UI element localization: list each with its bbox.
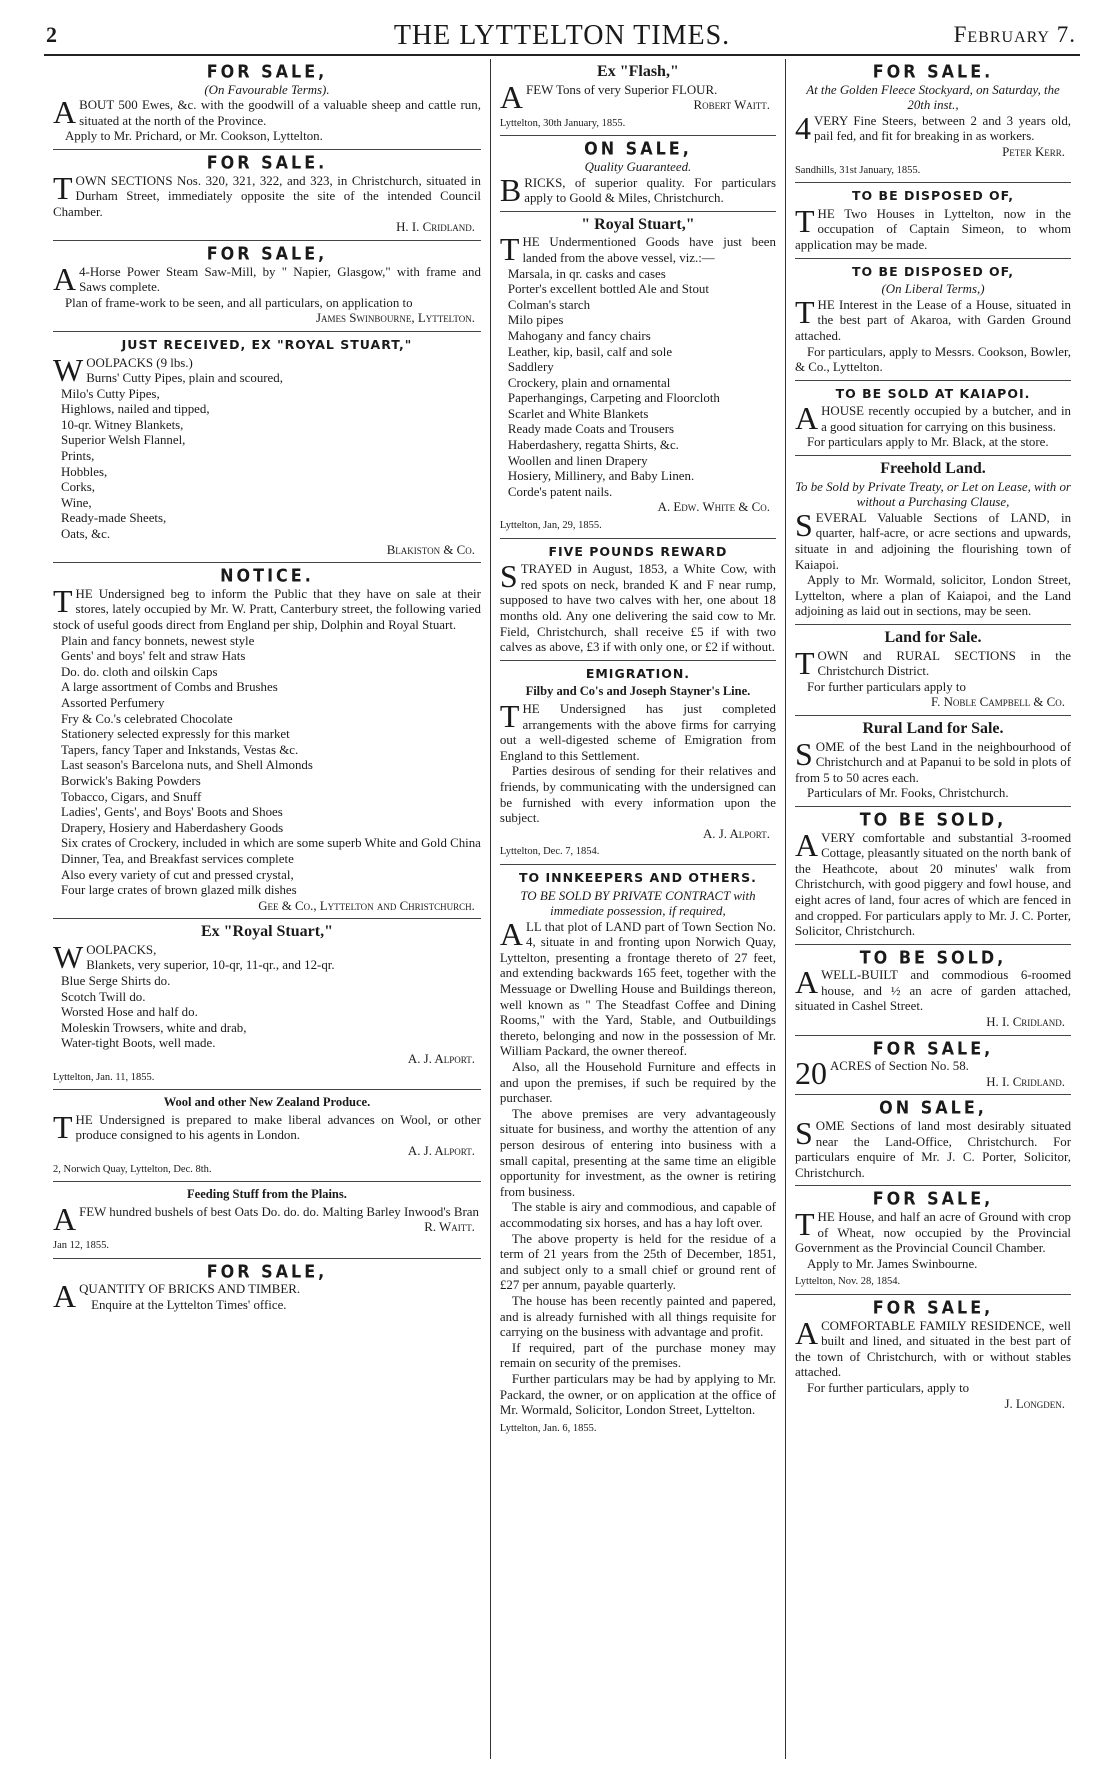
ad-text-span: BOUT 500 Ewes, &c. with the goodwill of a valuable sheep and cattle run, situated at the north of the Province. (79, 98, 481, 128)
drop-cap: T (794, 202, 815, 239)
ad-list-item: Gents' and boys' felt and straw Hats (61, 649, 246, 664)
ad-text: For particulars apply to Mr. Black, at the store. (806, 435, 1049, 450)
ad-heading: EMIGRATION. (585, 665, 691, 681)
ad-text: The house has been recently painted and papered, and is already furnished with all things requisite for carrying on the business with advantage and profit. (499, 1293, 776, 1340)
ad-list-item: Scarlet and White Blankets (507, 406, 649, 421)
ad-body (794, 1115, 1072, 1181)
ad-list-item: Woollen and linen Drapery (507, 453, 648, 468)
ad-text (794, 293, 1072, 345)
ad-body (794, 400, 1072, 451)
ad-list-item: Fry & Co.'s celebrated Chocolate (61, 711, 233, 726)
columns (44, 59, 1080, 1759)
ad-body (499, 171, 776, 208)
advertisement (53, 150, 481, 241)
drop-cap: A (499, 78, 524, 115)
ad-heading: Rural Land for Sale. (862, 719, 1004, 737)
ad-heading: Land for Sale. (884, 629, 982, 646)
ad-text-span: HE Undersigned is prepared to make liberal advances on Wool, or other produce consigned to his agents in London. (75, 1112, 481, 1143)
ad-heading: FOR SALE, (206, 242, 328, 264)
ad-body (794, 644, 1072, 696)
ad-body (499, 231, 776, 268)
ad-heading: NOTICE. (220, 565, 314, 587)
ad-list-item: Do. do. cloth and oilskin Caps (61, 664, 218, 679)
ad-text (499, 171, 776, 208)
advertisement (53, 1259, 481, 1318)
drop-cap: A (53, 1200, 77, 1237)
drop-cap: W (53, 351, 84, 388)
ad-text: Apply to Mr. Prichard, or Mr. Cookson, Lyttelton. (65, 129, 323, 144)
advertisement (795, 59, 1071, 183)
ad-text: Apply to Mr. Wormald, solicitor, London Street, Lyttelton, where a plan of Kaiapoi, and the Land adjoining as laid out in sections, may be seen. (794, 573, 1072, 619)
ad-signature: A. J. Alport. (407, 1052, 475, 1067)
ad-text (794, 735, 1072, 787)
ad-heading: Wool and other New Zealand Produce. (163, 1095, 371, 1110)
drop-cap: A (794, 1314, 819, 1351)
ad-heading: " Royal Stuart," (581, 215, 695, 233)
ad-heading: FOR SALE, (206, 61, 328, 82)
drop-cap: S (794, 735, 813, 772)
advertisement (53, 1182, 481, 1258)
ad-list-item: Mahogany and fancy chairs (507, 328, 651, 343)
ad-text-span: RICKS, of superior quality. For particulars apply to Goold & Miles, Christchurch. (524, 175, 776, 206)
ad-dateline: Jan 12, 1855. (53, 1239, 109, 1251)
ad-text: The above property is held for the residue of a term of 21 years from the 25th of December, 1851, and subject only to a small chief or ground rent of £27 per annum, payable quarterly. (499, 1231, 776, 1293)
advertisement (795, 625, 1071, 716)
ad-text-span: QUANTITY OF BRICKS AND TIMBER. (79, 1282, 301, 1297)
ad-text (53, 582, 481, 634)
ad-text-span: HE House, and half an acre of Ground with crop of Wheat, now occupied by the Provincial Government as the Provincial Council Chamber. (794, 1210, 1072, 1256)
advertisement (53, 332, 481, 563)
ad-signature: A. Edw. White & Co. (657, 500, 770, 515)
ad-list-item: Ready-made Sheets, (61, 511, 167, 526)
ad-heading: Feeding Stuff from the Plains. (187, 1187, 347, 1202)
ad-text-span: HE Undersigned beg to inform the Public that they have on sale at their stores, lately occupied by Mr. W. Pratt, Canterbury street, the following varied stock of useful goods direct from England per ship, Dolphin and Royal Stuart. (53, 586, 481, 632)
drop-cap: S (499, 558, 518, 595)
ad-dateline: Lyttelton, Jan. 6, 1855. (499, 1422, 597, 1434)
drop-cap: T (794, 1206, 815, 1242)
ad-body (53, 582, 481, 634)
ad-text-span: VERY comfortable and substantial 3-roomed Cottage, pleasantly situated on the north bank of the Heathcote, about 20 minutes' walk from Christchurch, with good piggery and fowl house, and eight acres of land, four acres of which are fenced in and cropped. For particulars apply to Mr. J. C. Porter, Solicitor, Christchurch. (794, 830, 1072, 939)
ad-signature: H. I. Cridland. (396, 220, 475, 235)
ad-text (53, 1108, 481, 1145)
ad-list-item: Four large crates of brown glazed milk dishes (61, 883, 297, 898)
ad-text (499, 915, 776, 1060)
ad-signature: Peter Kerr. (1002, 144, 1066, 159)
ad-text-span: HOUSE recently occupied by a butcher, and in a good situation for carrying on this business. (821, 404, 1072, 434)
ad-text-span: OME of the best Land in the neighbourhood of Christchurch and at Papanui to be sold in plots of from 5 to 50 acres each. (794, 739, 1072, 785)
ad-text: The above premises are very advantageously situate for business, and worthy the attention of any person desirous of entering into business with a small capital, presenting at the same time an eligible opportunity for investment, as the owner is retiring from business. (499, 1106, 776, 1199)
drop-cap: T (794, 644, 815, 681)
drop-cap: T (794, 293, 815, 330)
drop-cap: T (499, 231, 520, 268)
ad-list-item: Haberdashery, regatta Shirts, &c. (507, 438, 679, 453)
ad-text-first: OOLPACKS, (86, 942, 157, 957)
ad-body (53, 260, 481, 312)
ad-text (794, 1314, 1072, 1381)
ad-text (53, 94, 481, 131)
ad-heading: FOR SALE. (872, 61, 994, 82)
ad-text (794, 400, 1072, 437)
ad-body (794, 506, 1072, 620)
ad-list-item: Assorted Perfumery (61, 695, 165, 710)
page-number: 2 (46, 22, 57, 47)
advertisement (795, 1186, 1071, 1295)
ad-list-item: Ladies', Gents', and Boys' Boots and Shoes (61, 805, 283, 820)
ad-text-first: OOLPACKS (9 lbs.) (86, 355, 193, 370)
advertisement (53, 59, 481, 150)
ad-list-item: Tapers, fancy Taper and Inkstands, Vestas &c. (61, 742, 299, 757)
ad-list-item: Oats, &c. (61, 527, 111, 542)
ad-list-item: Colman's starch (507, 297, 591, 312)
ad-list-item: Hosiery, Millinery, and Baby Linen. (507, 469, 695, 484)
ad-text-span: HE Undersigned has just completed arrangements with the above firms for carrying out a well-digested scheme of Emigration from England to this Settlement. (499, 701, 776, 763)
ad-list-item: Hobbles, (61, 464, 108, 479)
ad-text: Also, all the Household Furniture and effects in and upon the premises, if such be required by the purchaser. (499, 1060, 776, 1106)
ad-dateline: Lyttelton, Nov. 28, 1854. (794, 1276, 901, 1288)
ad-heading: Ex "Flash," (597, 63, 679, 80)
ad-list-item: Milo's Cutty Pipes, (61, 386, 160, 401)
ad-text-span: 4-Horse Power Steam Saw-Mill, by " Napier, Glasgow," with frame and Saws complete. (79, 264, 481, 295)
ad-heading: FOR SALE, (872, 1188, 994, 1210)
ad-body (794, 109, 1072, 146)
ad-list-item: Borwick's Baking Powders (61, 773, 201, 788)
ad-text: Further particulars may be had by applying to Mr. Packard, the owner, or on application at the office of Mr. Wormald, Solicitor, London Street, Lyttelton. (499, 1371, 776, 1418)
ad-text (794, 1206, 1072, 1257)
drop-cap: 20 (794, 1055, 827, 1092)
ad-list-item: Burns' Cutty Pipes, plain and scoured, (86, 371, 283, 386)
ad-text (794, 506, 1072, 573)
column-right (785, 59, 1080, 1759)
ad-list-item: Highlows, nailed and tipped, (61, 402, 210, 417)
ad-heading: ON SALE, (879, 1097, 987, 1119)
ad-list-item: Moleskin Trowsers, white and drab, (61, 1020, 247, 1035)
advertisement (795, 945, 1071, 1036)
ad-heading: TO BE SOLD, (859, 808, 1007, 830)
ad-text-span: FEW hundred bushels of best Oats Do. do. do. Malting Barley Inwood's Bran (79, 1204, 479, 1219)
advertisement (795, 183, 1071, 258)
ad-subheading: (On Liberal Terms,) (881, 282, 985, 297)
ad-heading: Freehold Land. (880, 460, 986, 478)
masthead (44, 20, 1080, 56)
ad-signature: R. Waitt. (424, 1220, 475, 1235)
drop-cap: S (794, 1115, 813, 1152)
ad-text-span: HE Interest in the Lease of a House, situated in the best part of Akaroa, with Garden Ground attached. (794, 297, 1072, 343)
ad-list-item: Blankets, very superior, 10-qr, 11-qr., and 12-qr. (86, 958, 335, 973)
ad-list-item: Corks, (61, 480, 96, 495)
ad-text (794, 109, 1072, 146)
ad-dateline: Lyttelton, Jan, 29, 1855. (499, 520, 602, 532)
ad-subheading: Filby and Co's and Joseph Stayner's Line. (525, 684, 751, 699)
ad-dateline: 2, Norwich Quay, Lyttelton, Dec. 8th. (53, 1163, 212, 1175)
ad-list-item: Wine, (61, 495, 92, 510)
ad-body (53, 1108, 481, 1145)
ad-body (499, 915, 776, 1419)
ad-dateline: Lyttelton, Jan. 11, 1855. (53, 1071, 155, 1083)
ad-list-item: Six crates of Crockery, included in which are some superb White and Gold China (61, 836, 481, 851)
ad-text-span: HE Undermentioned Goods have just been landed from the above vessel, viz.:— (522, 235, 776, 265)
ad-text: Plan of frame-work to be seen, and all particulars, on application to (65, 295, 413, 310)
ad-text (794, 964, 1072, 1015)
advertisement (795, 716, 1071, 807)
advertisement (795, 456, 1071, 625)
ad-list-item: Crockery, plain and ornamental (507, 375, 671, 390)
advertisement (795, 259, 1071, 381)
ad-text-span: OWN and RURAL SECTIONS in the Christchurch District. (817, 648, 1072, 679)
ad-body (499, 558, 776, 656)
ad-heading: TO BE SOLD, (859, 946, 1007, 968)
ad-text: Apply to Mr. James Swinbourne. (806, 1256, 978, 1271)
ad-heading: TO BE DISPOSED OF, (852, 263, 1014, 279)
ad-signature: Robert Waitt. (693, 98, 770, 113)
ad-list-item: Porter's excellent bottled Ale and Stout (507, 282, 709, 297)
advertisement (500, 865, 776, 1440)
ad-text-span: ACRES of Section No. 58. (829, 1059, 969, 1074)
ad-list-item: 10-qr. Witney Blankets, (61, 417, 184, 432)
ad-heading: JUST RECEIVED, EX "ROYAL STUART," (121, 336, 413, 352)
advertisement (795, 1295, 1071, 1416)
drop-cap: T (53, 582, 73, 619)
ad-body (794, 826, 1072, 940)
ad-heading: FIVE POUNDS REWARD (548, 543, 728, 559)
drop-cap: A (794, 964, 819, 1001)
ad-subheading: TO BE SOLD BY PRIVATE CONTRACT with immediate possession, if required, (520, 888, 756, 919)
ad-text (794, 1115, 1072, 1181)
advertisement (795, 1095, 1071, 1186)
ad-list-item: Blue Serge Shirts do. (61, 974, 171, 989)
drop-cap: 4 (794, 109, 811, 146)
advertisement (500, 539, 776, 661)
ad-list-item: Worsted Hose and half do. (61, 1005, 198, 1020)
advertisement (53, 1090, 481, 1182)
ad-text: For particulars, apply to Messrs. Cookson, Bowler, & Co., Lyttelton. (794, 344, 1072, 375)
ad-heading: TO BE SOLD AT KAIAPOI. (835, 385, 1031, 401)
drop-cap: S (794, 506, 813, 543)
advertisement (500, 59, 776, 136)
ad-text: Parties desirous of sending for their relatives and friends, by communicating with the undersigned can be furnished with every information upon the subject. (499, 764, 776, 826)
ad-list-item: Also every variety of cut and pressed crystal, (61, 867, 294, 882)
ad-text (499, 558, 776, 656)
ad-body (499, 697, 776, 827)
ad-signature: Blakiston & Co. (386, 542, 475, 557)
ad-list-item: Leather, kip, basil, calf and sole (507, 344, 673, 359)
ad-text-span: OWN SECTIONS Nos. 320, 321, 322, and 323, in Christchurch, situated in Durham Street, immediately opposite the site of the intended Council Chamber. (53, 173, 481, 219)
drop-cap: A (53, 1278, 77, 1315)
ad-body (794, 202, 1072, 254)
drop-cap: A (53, 260, 77, 297)
ad-list-item: Plain and fancy bonnets, newest style (61, 633, 255, 648)
ad-list-item: Last season's Barcelona nuts, and Shell Almonds (61, 758, 313, 773)
ad-list-item: Stationery selected expressly for this market (61, 727, 290, 742)
ad-dateline: Lyttelton, Dec. 7, 1854. (499, 846, 600, 858)
ad-body (53, 94, 481, 145)
column-left (44, 59, 490, 1759)
ad-heading: TO BE DISPOSED OF, (852, 188, 1014, 204)
ad-subheading: To be Sold by Private Treaty, or Let on Lease, with or without a Purchasing Clause, (795, 479, 1071, 510)
advertisement (500, 212, 776, 539)
drop-cap: A (499, 915, 524, 952)
newspaper-title: THE LYTTELTON TIMES. (393, 20, 731, 51)
ad-text: For further particulars, apply to (806, 1380, 970, 1395)
drop-cap: T (499, 697, 520, 734)
ad-list-item: Saddlery (507, 360, 554, 375)
ad-text: Enquire at the Lyttelton Times' office. (91, 1297, 287, 1312)
drop-cap: A (794, 826, 819, 863)
advertisement (500, 136, 776, 211)
ad-text-span: OME Sections of land most desirably situated near the Land-Office, Christchurch. For particulars enquire of Mr. J. C. Porter, Solicitor, Christchurch. (794, 1119, 1072, 1180)
ad-signature: H. I. Cridland. (986, 1015, 1066, 1030)
ad-body (794, 1314, 1072, 1397)
drop-cap: T (53, 1108, 73, 1145)
ad-list-item: Ready made Coats and Trousers (507, 422, 675, 437)
ad-body (794, 293, 1072, 376)
ad-signature: Gee & Co., Lyttelton and Christchurch. (258, 898, 475, 913)
ad-signature: A. J. Alport. (702, 826, 770, 841)
advertisement (53, 919, 481, 1090)
ad-body (53, 1278, 481, 1315)
ad-text-span: VERY Fine Steers, between 2 and 3 years old, pail fed, and fit for breaking in as workers. (813, 113, 1072, 144)
ad-body (794, 735, 1072, 802)
ad-text (499, 697, 776, 764)
ad-body (53, 169, 481, 221)
ad-text: If required, part of the purchase money may remain on security of the premises. (499, 1340, 776, 1371)
ad-heading: FOR SALE, (206, 1260, 328, 1282)
ad-heading: FOR SALE, (872, 1296, 994, 1318)
ad-text (499, 231, 776, 268)
ad-list-item: Prints, (61, 449, 95, 464)
ad-signature: James Swinbourne, Lyttelton. (315, 311, 475, 326)
drop-cap: T (53, 169, 73, 206)
column-middle (490, 59, 785, 1759)
ad-text-span: EVERAL Valuable Sections of LAND, in quarter, half-acre, or acre sections and upwards, situate in and adjoining the flourishing town of Kaiapoi. (794, 510, 1072, 572)
ad-text: Particulars of Mr. Fooks, Christchurch. (806, 786, 1009, 801)
ad-signature: J. Longden. (1004, 1396, 1066, 1411)
ad-list-item: Paperhangings, Carpeting and Floorcloth (507, 391, 720, 406)
ad-text-span: FEW Tons of very Superior FLOUR. (526, 82, 718, 97)
ad-text: For further particulars apply to (806, 679, 966, 694)
ad-body (794, 964, 1072, 1015)
ad-text-span: HE Two Houses in Lyttelton, now in the occupation of Captain Simeon, to whom application may be made. (794, 206, 1072, 252)
ad-list-item: Superior Welsh Flannel, (61, 433, 186, 448)
ad-list-item: Tobacco, Cigars, and Snuff (61, 789, 202, 804)
ad-text-span: WELL-BUILT and commodious 6-roomed house, and ½ an acre of garden attached, situated in Cashel Street. (794, 968, 1072, 1014)
ad-text (53, 260, 481, 297)
ad-body (794, 1206, 1072, 1272)
issue-date: February 7. (953, 22, 1076, 47)
ad-list-item: Corde's patent nails. (507, 484, 613, 499)
advertisement (53, 563, 481, 919)
ad-list-item: A large assortment of Combs and Brushes (61, 680, 278, 695)
ad-heading: Ex "Royal Stuart," (200, 923, 333, 941)
advertisement (795, 381, 1071, 456)
ad-text: The stable is airy and commodious, and capable of accommodating six horses, and has a hay loft over. (499, 1200, 776, 1230)
ad-text-span: TRAYED in August, 1853, a White Cow, with red spots on neck, branded K and F near rump, supposed to have two calves with her, one about 18 months old. Any one delivering the said cow to Mr. Field, Christchurch, shall receive £5 if with two calves as above, £3 if with only one, or £2 if without. (499, 562, 776, 655)
ad-subheading: (On Favourable Terms). (204, 82, 330, 97)
ad-signature: A. J. Alport. (407, 1144, 475, 1158)
ad-list-item: Drapery, Hosiery and Haberdashery Goods (61, 820, 284, 835)
ad-text-span: COMFORTABLE FAMILY RESIDENCE, well built and lined, and situated in the best part of the town of Christchurch, with or without stables attached. (794, 1318, 1072, 1380)
ad-heading: FOR SALE. (206, 151, 328, 173)
ad-signature: H. I. Cridland. (986, 1074, 1066, 1089)
ad-text (53, 169, 481, 221)
advertisement (500, 661, 776, 865)
ad-subheading: At the Golden Fleece Stockyard, on Saturday, the 20th inst., (806, 82, 1060, 113)
drop-cap: A (53, 94, 77, 131)
ad-subheading: Quality Guaranteed. (584, 159, 692, 174)
drop-cap: A (794, 400, 819, 437)
ad-list-item: Milo pipes (507, 313, 564, 328)
advertisement (795, 807, 1071, 945)
advertisement (53, 241, 481, 332)
ad-dateline: Lyttelton, 30th January, 1855. (499, 117, 626, 129)
ad-dateline: Sandhills, 31st January, 1855. (794, 164, 921, 176)
drop-cap: W (53, 938, 84, 975)
advertisement (795, 1036, 1071, 1096)
ad-list-item: Marsala, in qr. casks and cases (507, 266, 666, 281)
ad-list-item: Scotch Twill do. (61, 989, 146, 1004)
ad-text-span: LL that plot of LAND part of Town Section No. 4, situate in and fronting upon Norwich Quay, Lyttelton, presenting a frontage thereto of 27 feet, and extending backwards 165 feet, together with the Messuage or Dwelling House and Buildings thereon, well known as " The Steadfast Coffee and Dining Rooms," with the Yard, Stable, and Outbuildings thereto, belonging and now in the possession of Mr. William Packard, the owner thereof. (499, 919, 776, 1059)
drop-cap: B (499, 171, 522, 208)
ad-heading: ON SALE, (584, 138, 692, 160)
ad-heading: FOR SALE, (872, 1037, 994, 1059)
ad-text (794, 826, 1072, 940)
ad-text (794, 644, 1072, 681)
ad-text (794, 202, 1072, 254)
ad-list-item: Water-tight Boots, well made. (61, 1036, 216, 1051)
ad-signature: F. Noble Campbell & Co. (931, 695, 1066, 710)
ad-list-item: Dinner, Tea, and Breakfast services complete (61, 851, 294, 866)
ad-heading: TO INNKEEPERS AND OTHERS. (518, 869, 757, 885)
